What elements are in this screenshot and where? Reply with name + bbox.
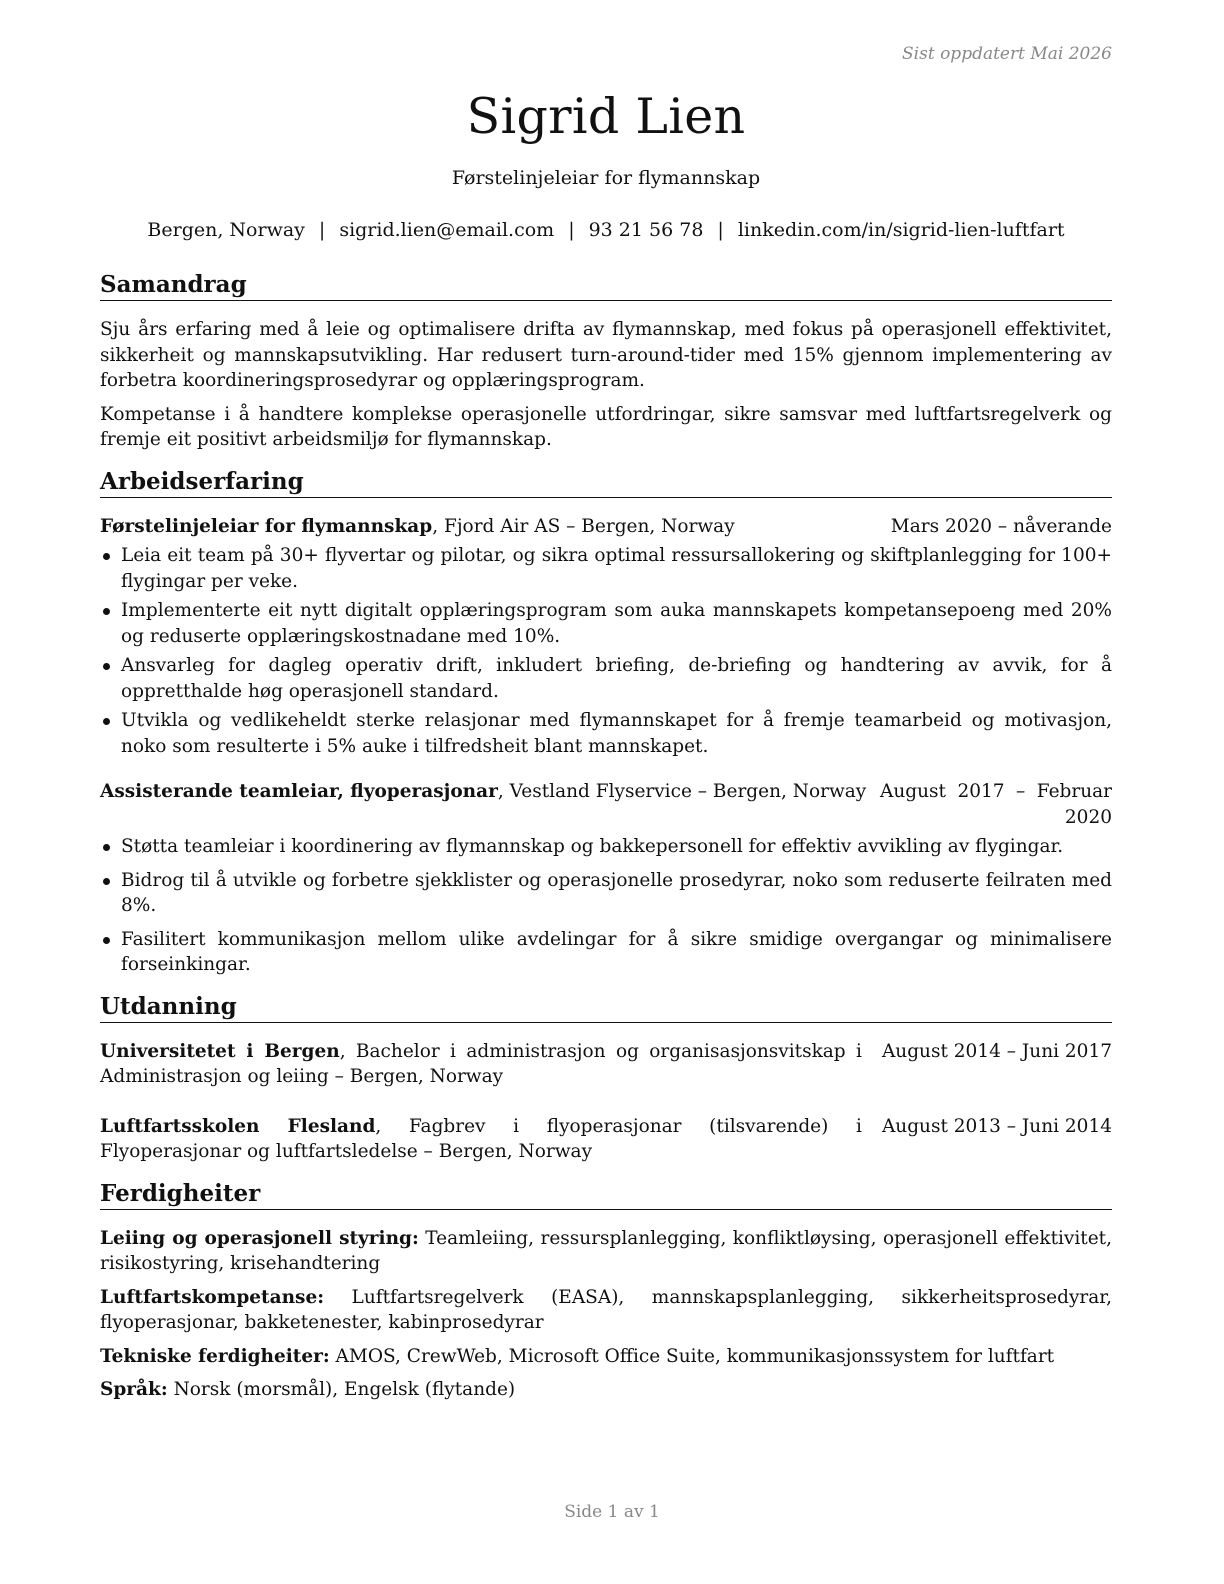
job-bullet: Implementerte eit nytt digitalt opplæringsprogram som auka mannskapets kompetansepoeng med 20% og reduserte opplæringskostnadane med 10%. xyxy=(100,598,1112,649)
job-role: Førstelinjeleiar for flymannskap xyxy=(100,515,433,537)
section-title-education: Utdanning xyxy=(100,992,1112,1023)
summary-paragraph: Sju års erfaring med å leie og optimalisere drifta av flymannskap, med fokus på operasjonell effektivitet, sikkerheit og mannskapsutvikling. Har redusert turn-around-tider med 15% gjennom implementering av forbetra koordineringsprosedyrar og opplæringsprogram. xyxy=(100,319,1112,391)
skill-row xyxy=(100,1344,1112,1370)
skill-value: Teamleiing, ressursplanlegging, konfliktløysing, operasjonell effektivitet, risikostyring, krisehandtering xyxy=(100,1227,1112,1274)
job-bullet: Ansvarleg for dagleg operativ drift, inkludert briefing, de-briefing og handtering av avvik, for å oppretthalde høg operasjonell standard. xyxy=(100,653,1112,704)
contact-separator: | xyxy=(717,219,724,241)
job-bullet: Støtta teamleiar i koordinering av flymannskap og bakkepersonell for effektiv avvikling av flygingar. xyxy=(100,834,1112,860)
experience-section xyxy=(100,467,1112,978)
job-role: Assisterande teamleiar, flyoperasjonar xyxy=(100,781,498,802)
skill-row xyxy=(100,1226,1112,1277)
job-bullet: Leia eit team på 30+ flyvertar og pilotar, og sikra optimal ressursallokering og skiftplanlegging for 100+ flygingar per veke. xyxy=(100,543,1112,594)
contact-phone: 93 21 56 78 xyxy=(588,219,704,241)
summary-section xyxy=(100,270,1112,453)
job-bullet: Fasilitert kommunikasjon mellom ulike avdelingar for å sikre smidige overgangar og minimalisere forseinkingar. xyxy=(100,927,1112,978)
person-name: Sigrid Lien xyxy=(466,88,746,145)
summary-paragraph: Kompetanse i å handtere komplekse operasjonelle utfordringar, sikre samsvar med luftfartsregelverk og fremje eit positivt arbeidsmiljø for flymannskap. xyxy=(100,403,1112,450)
job-org: , Fjord Air AS – Bergen, Norway xyxy=(432,515,735,537)
last-updated: Sist oppdatert Mai 2026 xyxy=(902,44,1112,64)
contact-location: Bergen, Norway xyxy=(147,219,305,241)
education-school: Luftfartsskolen Flesland xyxy=(100,1115,376,1137)
education-school: Universitetet i Bergen xyxy=(100,1040,340,1062)
job-dates: Mars 2020 – nåverande xyxy=(890,515,1112,537)
section-title-experience: Arbeidserfaring xyxy=(100,467,1112,498)
education-entry xyxy=(100,1039,1112,1090)
skill-row xyxy=(100,1285,1112,1336)
skill-value: Luftfartsregelverk (EASA), mannskapsplanlegging, sikkerheitsprosedyrar, flyoperasjonar, bakketenester, kabinprosedyrar xyxy=(100,1286,1112,1333)
job-bullet: Utvikla og vedlikeheldt sterke relasjonar med flymannskapet for å fremje teamarbeid og motivasjon, noko som resulterte i 5% auke i tilfredsheit blant mannskapet. xyxy=(100,708,1112,759)
contact-separator: | xyxy=(568,219,575,241)
contact-line xyxy=(100,219,1112,241)
skill-label: Luftfartskompetanse: xyxy=(100,1286,325,1308)
section-title-skills: Ferdigheiter xyxy=(100,1179,1112,1210)
job-header xyxy=(100,514,1112,540)
education-detail: , Fagbrev i flyoperasjonar (tilsvarende) i Flyoperasjonar og luftfartsledelse – Bergen, Norway xyxy=(100,1115,862,1162)
skill-label: Tekniske ferdigheiter: xyxy=(100,1345,330,1367)
job-header xyxy=(100,779,1112,830)
contact-email[interactable]: sigrid.lien@email.com xyxy=(339,219,555,241)
job-entry xyxy=(100,779,1112,978)
job-bullets xyxy=(100,834,1112,978)
education-dates: August 2014 – Juni 2017 xyxy=(881,1040,1112,1062)
skill-label: Leiing og operasjonell styring: xyxy=(100,1227,419,1249)
education-dates: August 2013 – Juni 2014 xyxy=(881,1115,1112,1137)
page-number: Side 1 av 1 xyxy=(564,1502,660,1522)
job-dates: August 2017 – Februar 2020 xyxy=(880,781,1112,828)
job-bullets xyxy=(100,543,1112,759)
skill-label: Språk: xyxy=(100,1379,168,1400)
skills-section xyxy=(100,1179,1112,1403)
contact-linkedin[interactable]: linkedin.com/in/sigrid-lien-luftfart xyxy=(737,219,1065,241)
contact-separator: | xyxy=(318,219,326,241)
job-entry xyxy=(100,514,1112,760)
resume-content xyxy=(100,270,1112,1411)
job-title: Førstelinjeleiar for flymannskap xyxy=(451,167,761,189)
section-title-summary: Samandrag xyxy=(100,270,1112,301)
skill-value: Norsk (morsmål), Engelsk (flytande) xyxy=(167,1379,516,1400)
job-bullet: Bidrog til å utvikle og forbetre sjekklister og operasjonelle prosedyrar, noko som reduserte feilraten med 8%. xyxy=(100,868,1112,919)
education-detail: , Bachelor i administrasjon og organisasjonsvitskap i Administrasjon og leiing – Bergen, Norway xyxy=(100,1040,862,1087)
education-entry xyxy=(100,1114,1112,1165)
skill-row xyxy=(100,1377,1112,1403)
job-org: , Vestland Flyservice – Bergen, Norway xyxy=(497,781,867,802)
education-section xyxy=(100,992,1112,1165)
skill-value: AMOS, CrewWeb, Microsoft Office Suite, kommunikasjonssystem for luftfart xyxy=(329,1345,1055,1367)
